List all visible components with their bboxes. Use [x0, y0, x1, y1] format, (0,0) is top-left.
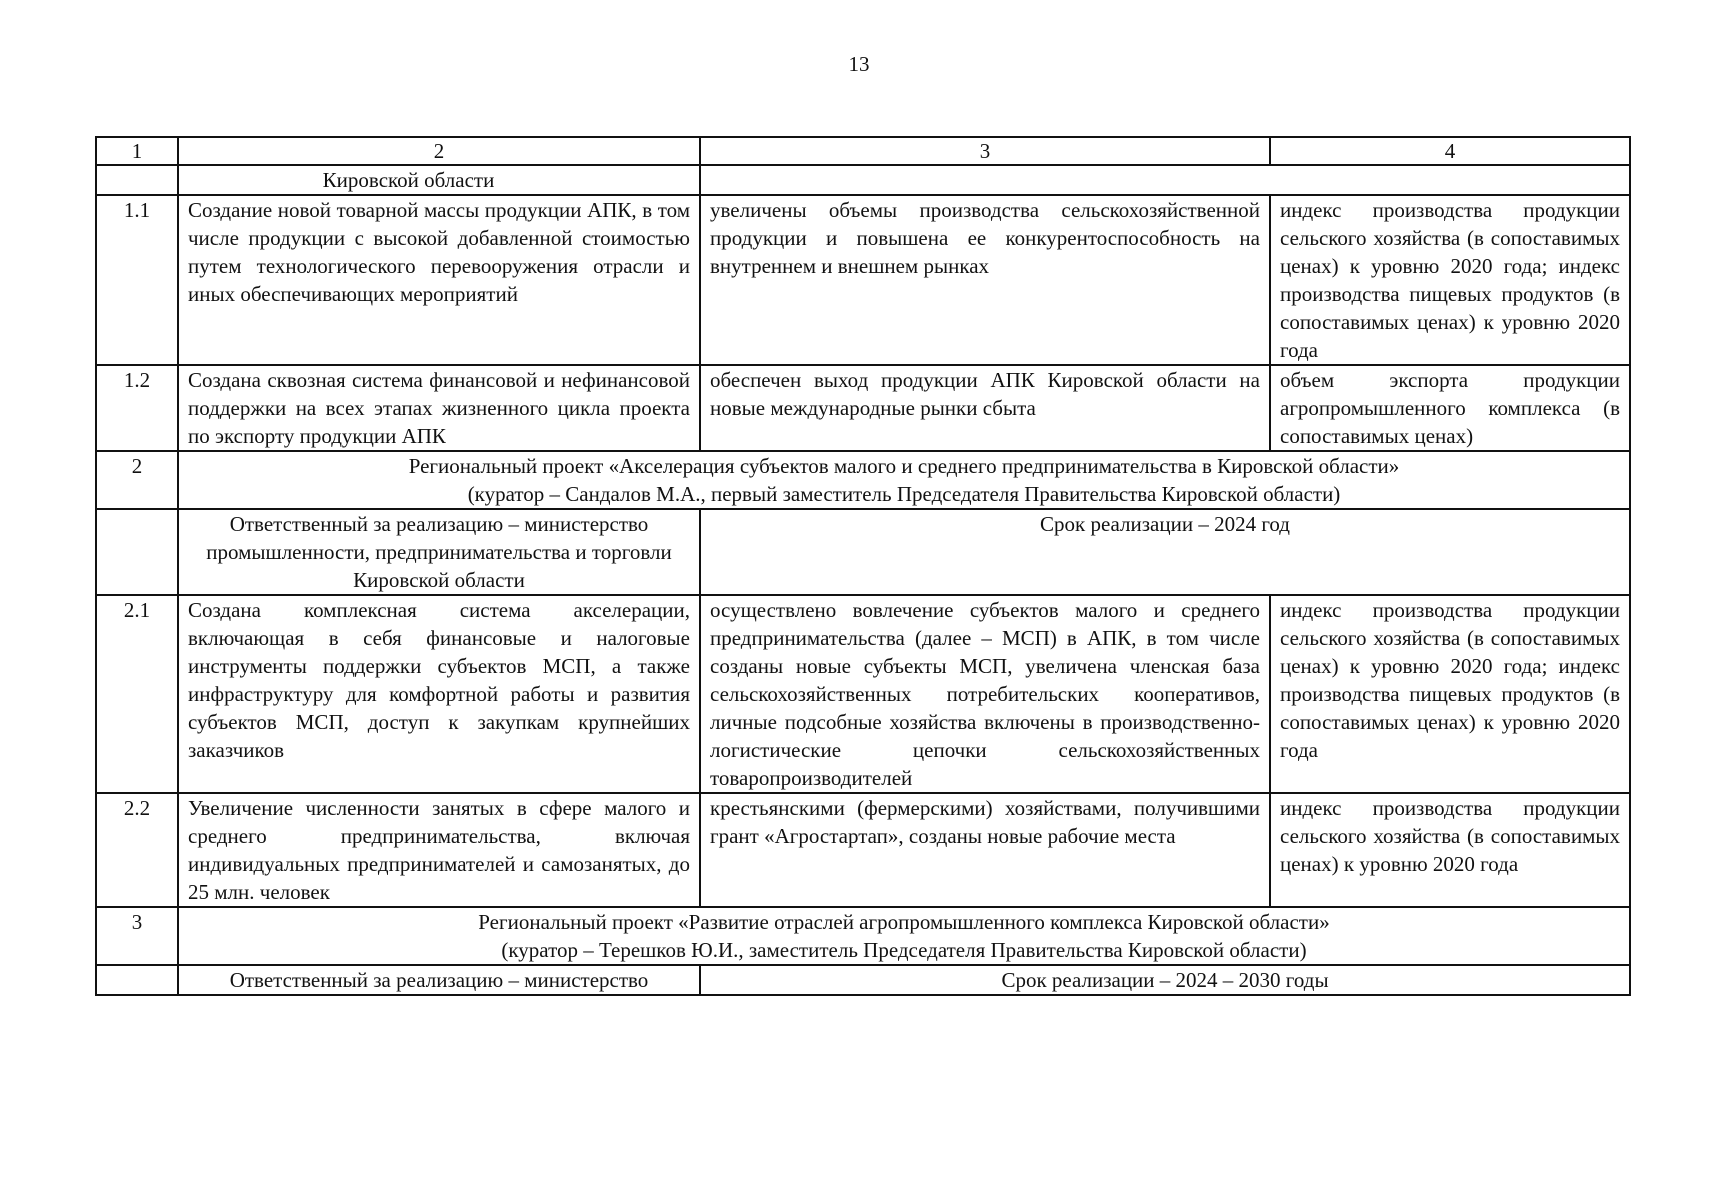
project-row [96, 907, 1630, 965]
merged-cell [700, 165, 1630, 195]
responsible-row [96, 965, 1630, 995]
header-cell: 4 [1270, 137, 1630, 165]
row-number-cell: 2.2 [96, 793, 178, 907]
row-number-cell: 3 [96, 907, 178, 965]
table-row [96, 595, 1630, 793]
row-number-cell [96, 165, 178, 195]
project-title-cell [178, 451, 1630, 509]
continuation-row [96, 165, 1630, 195]
page-number: 13 [848, 52, 870, 76]
result-cell: Создана комплексная система акселерации, включающая в себя финансовые и налоговые инструменты поддержки субъектов МСП, а также инфраструктуру для комфортной работы и развития субъектов МСП, доступ к закупкам крупнейших заказчиков [178, 595, 700, 793]
project-curator: (куратор – Сандалов М.А., первый заместитель Председателя Правительства Кировской области) [467, 482, 1341, 506]
result-cell: Создана сквозная система финансовой и нефинансовой поддержки на всех этапах жизненного цикла проекта по экспорту продукции АПК [178, 365, 700, 451]
project-row [96, 451, 1630, 509]
row-number-cell: 1.2 [96, 365, 178, 451]
result-cell: Кировской области [178, 165, 700, 195]
responsible-cell: Ответственный за реализацию – министерство [178, 965, 700, 995]
indicator-cell: индекс производства продукции сельского хозяйства (в сопоставимых ценах) к уровню 2020 года; индекс производства пищевых продуктов (в сопоставимых ценах) к уровню 2020 года [1270, 195, 1630, 365]
indicator-cell: индекс производства продукции сельского хозяйства (в сопоставимых ценах) к уровню 2020 года; индекс производства пищевых продуктов (в сопоставимых ценах) к уровню 2020 года [1270, 595, 1630, 793]
result-cell: Создание новой товарной массы продукции АПК, в том числе продукции с высокой добавленной стоимостью путем технологического перевооружения отрасли и иных обеспечивающих мероприятий [178, 195, 700, 365]
project-title: Региональный проект «Развитие отраслей агропромышленного комплекса Кировской области» [478, 910, 1330, 934]
row-number-cell [96, 965, 178, 995]
responsible-row [96, 509, 1630, 595]
project-title: Региональный проект «Акселерация субъектов малого и среднего предпринимательства в Кировской области» [408, 454, 1400, 478]
deadline-cell: Срок реализации – 2024 год [700, 509, 1630, 595]
row-number-cell: 2 [96, 451, 178, 509]
header-cell: 3 [700, 137, 1270, 165]
effect-cell: крестьянскими (фермерскими) хозяйствами, получившими грант «Агростартап», созданы новые рабочие места [700, 793, 1270, 907]
effect-cell: осуществлено вовлечение субъектов малого и среднего предпринимательства (далее – МСП) в АПК, в том числе созданы новые субъекты МСП, увеличена членская база сельскохозяйственных потребительских кооперативов, личные подсобные хозяйства включены в производственно-логистические цепочки сельскохозяйственных товаропроизводителей [700, 595, 1270, 793]
table-row [96, 195, 1630, 365]
table-row [96, 793, 1630, 907]
indicator-cell: индекс производства продукции сельского хозяйства (в сопоставимых ценах) к уровню 2020 года [1270, 793, 1630, 907]
table-row [96, 365, 1630, 451]
header-row [96, 137, 1630, 165]
effect-cell: увеличены объемы производства сельскохозяйственной продукции и повышена ее конкурентоспособность на внутреннем и внешнем рынках [700, 195, 1270, 365]
header-cell: 1 [96, 137, 178, 165]
indicator-cell: объем экспорта продукции агропромышленного комплекса (в сопоставимых ценах) [1270, 365, 1630, 451]
project-title-cell [178, 907, 1630, 965]
result-cell: Увеличение численности занятых в сфере малого и среднего предпринимательства, включая индивидуальных предпринимателей и самозанятых, до 25 млн. человек [178, 793, 700, 907]
responsible-cell: Ответственный за реализацию – министерство промышленности, предпринимательства и торговли Кировской области [178, 509, 700, 595]
project-curator: (куратор – Терешков Ю.И., заместитель Председателя Правительства Кировской области) [501, 938, 1307, 962]
row-number-cell: 2.1 [96, 595, 178, 793]
document-table [95, 136, 1631, 996]
header-cell: 2 [178, 137, 700, 165]
deadline-cell: Срок реализации – 2024 – 2030 годы [700, 965, 1630, 995]
row-number-cell [96, 509, 178, 595]
effect-cell: обеспечен выход продукции АПК Кировской области на новые международные рынки сбыта [700, 365, 1270, 451]
row-number-cell: 1.1 [96, 195, 178, 365]
